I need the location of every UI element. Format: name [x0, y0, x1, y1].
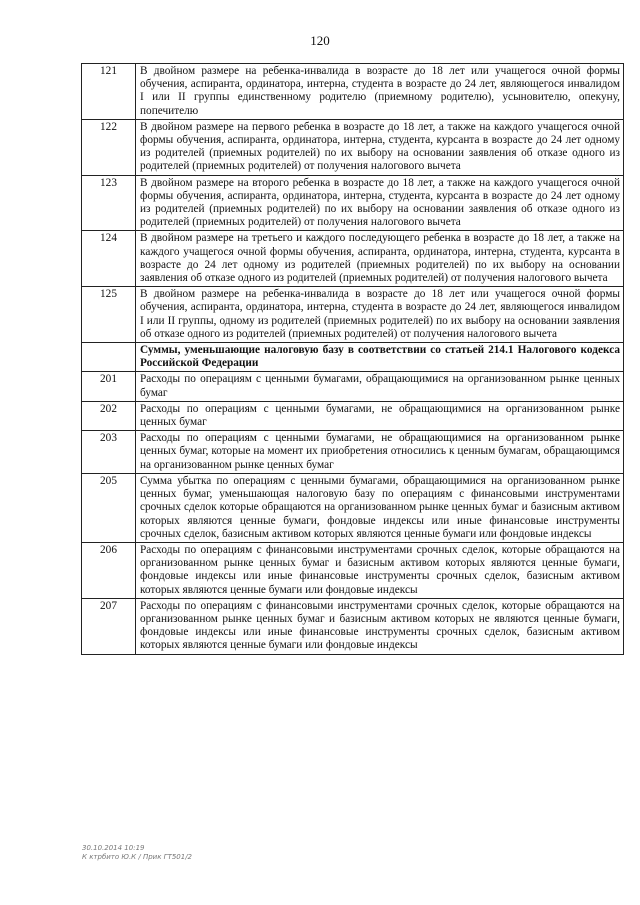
- table-row: [82, 119, 624, 175]
- code-cell: 201: [82, 372, 136, 401]
- page-number: 120: [310, 33, 330, 48]
- code-cell: 207: [82, 598, 136, 654]
- description-cell: В двойном размере на ребенка-инвалида в возрасте до 18 лет или учащегося очной формы обучения, аспиранта, ординатора, интерна, студента в возрасте до 24 лет, являющегося инвалидом I или II группы единственному родителю (приемному родителю), усыновителю, опекуну, попечителю: [136, 64, 624, 120]
- table-row: [82, 231, 624, 287]
- table-row: [82, 175, 624, 231]
- code-cell: 205: [82, 473, 136, 542]
- description-cell: В двойном размере на первого ребенка в возрасте до 18 лет, а также на каждого учащегося очной формы обучения, аспиранта, ординатора, интерна, студента, курсанта в возрасте до 24 лет одному из родителей (приемных родителей) по их выбору на основании заявления об отказе одного из родителей (приемных родителей) от получения налогового вычета: [136, 119, 624, 175]
- description-cell: Расходы по операциям с ценными бумагами, обращающимися на организованном рынке ценных бумаг: [136, 372, 624, 401]
- description-cell: Расходы по операциям с ценными бумагами, не обращающимися на организованном рынке ценных бумаг, которые на момент их приобретения относились к ценным бумагам, обращающимся на организованном рынке ценных бумаг: [136, 431, 624, 474]
- code-cell: 203: [82, 431, 136, 474]
- code-cell: 121: [82, 64, 136, 120]
- description-cell: В двойном размере на ребенка-инвалида в возрасте до 18 лет или учащегося очной формы обучения, аспиранта, ординатора, интерна, студента в возрасте до 24 лет, являющегося инвалидом I или II группы, одному из родителей (приемных родителей) по их выбору на основании заявления об отказе одного из родителей (приемных родителей) от получения налогового вычета: [136, 287, 624, 343]
- code-cell: 202: [82, 401, 136, 430]
- description-cell: Расходы по операциям с финансовыми инструментами срочных сделок, которые обращаются на организованном рынке ценных бумаг и базисным активом которых не являются ценные бумаги, фондовые индексы или иные финансовые инструменты срочных сделок, базисным активом которых являются ценные бумаги или фондовые индексы: [136, 598, 624, 654]
- table-row: [82, 598, 624, 654]
- table-row: [82, 372, 624, 401]
- table-row: [82, 64, 624, 120]
- section-title-cell: Суммы, уменьшающие налоговую базу в соответствии со статьей 214.1 Налогового кодекса Российской Федерации: [136, 343, 624, 372]
- code-cell: 122: [82, 119, 136, 175]
- description-cell: В двойном размере на второго ребенка в возрасте до 18 лет, а также на каждого учащегося очной формы обучения, аспиранта, ординатора, интерна, студента, курсанта в возрасте до 24 лет одному из родителей (приемных родителей) по их выбору на основании заявления об отказе одного из родителей (приемных родителей) от получения налогового вычета: [136, 175, 624, 231]
- deduction-codes-table: [81, 63, 624, 655]
- stamp-timestamp: 30.10.2014 10:19: [82, 844, 145, 852]
- table-row: [82, 401, 624, 430]
- table-row: [82, 431, 624, 474]
- code-cell: [82, 343, 136, 372]
- code-cell: 124: [82, 231, 136, 287]
- code-cell: 123: [82, 175, 136, 231]
- table-row: [82, 473, 624, 542]
- stamp-author: К ктрбито Ю.К / Прик ГТ501/2: [82, 853, 193, 861]
- table-row: [82, 287, 624, 343]
- description-cell: Сумма убытка по операциям с ценными бумагами, обращающимися на организованном рынке ценных бумаг, уменьшающая налоговую базу по операциям с финансовыми инструментами срочных сделок которые обращаются на организованном рынке ценных бумаг и базисным активом которых являются ценные бумаги, фондовые индексы или иные финансовые инструменты срочных сделок, базисным активом которых являются ценные бумаги или фондовые индексы: [136, 473, 624, 542]
- code-cell: 125: [82, 287, 136, 343]
- code-cell: 206: [82, 542, 136, 598]
- section-header-row: [82, 343, 624, 372]
- print-stamp: [82, 844, 192, 862]
- description-cell: Расходы по операциям с финансовыми инструментами срочных сделок, которые обращаются на организованном рынке ценных бумаг и базисным активом которых являются ценные бумаги, фондовые индексы или иные финансовые инструменты срочных сделок, базисным активом которых являются ценные бумаги или фондовые индексы: [136, 542, 624, 598]
- table-row: [82, 542, 624, 598]
- description-cell: В двойном размере на третьего и каждого последующего ребенка в возрасте до 18 лет, а также на каждого учащегося очной формы обучения, аспиранта, ординатора, интерна, студента, курсанта в возрасте до 24 лет одному из родителей (приемных родителей) по их выбору на основании заявления об отказе одного из родителей (приемных родителей) от получения налогового вычета: [136, 231, 624, 287]
- description-cell: Расходы по операциям с ценными бумагами, не обращающимися на организованном рынке ценных бумаг: [136, 401, 624, 430]
- table-body: [82, 64, 624, 655]
